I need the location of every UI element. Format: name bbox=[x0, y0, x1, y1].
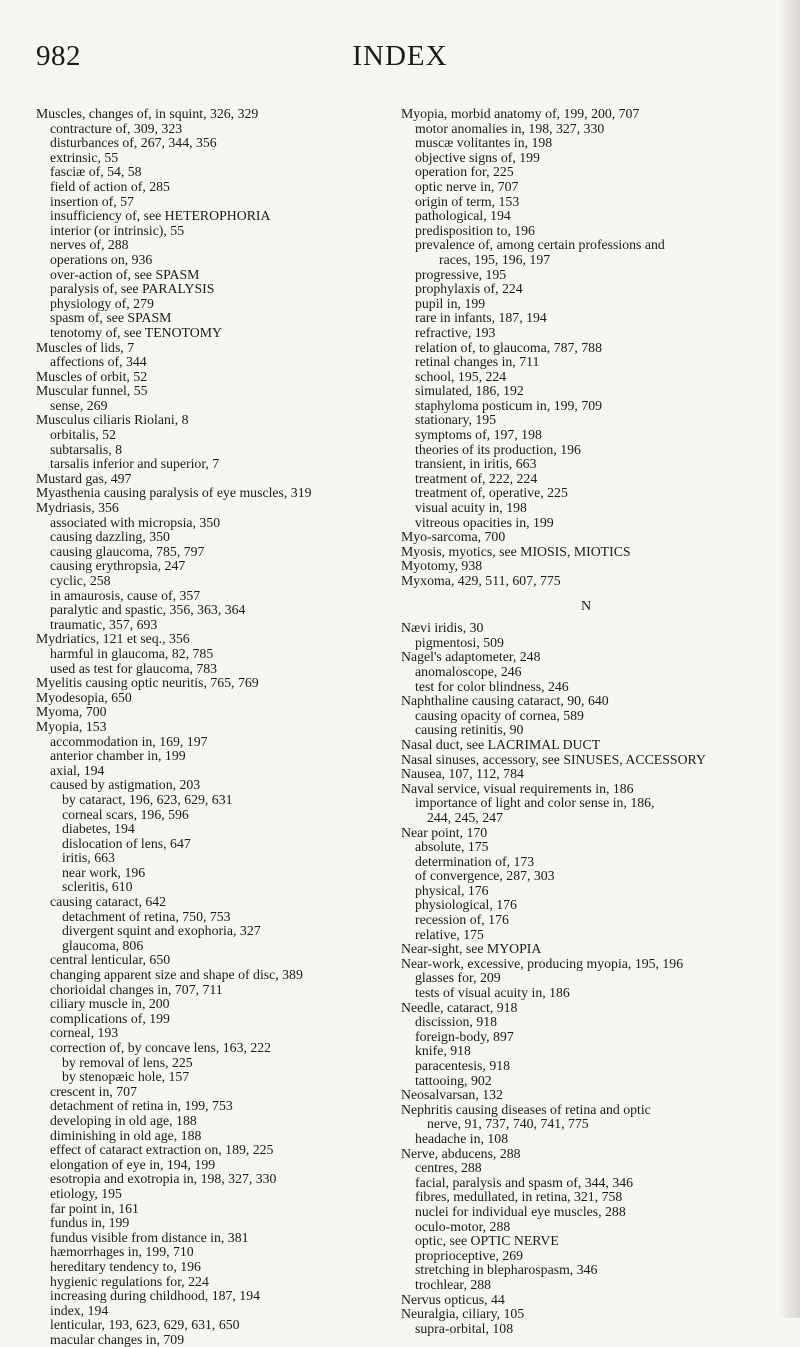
index-entry: causing glaucoma, 785, 797 bbox=[50, 543, 205, 559]
page-title: INDEX bbox=[352, 40, 448, 72]
index-entry: Myodesopia, 650 bbox=[36, 689, 132, 705]
index-entry: Nagel's adaptometer, 248 bbox=[401, 649, 541, 665]
index-entry: paralysis of, see PARALYSIS bbox=[50, 281, 215, 297]
index-entry: Nævi iridis, 30 bbox=[401, 620, 484, 636]
index-entry: traumatic, 357, 693 bbox=[50, 616, 158, 632]
index-entry: effect of cataract extraction on, 189, 225 bbox=[50, 1142, 274, 1158]
index-entry: objective signs of, 199 bbox=[415, 149, 540, 165]
index-entry: causing erythropsia, 247 bbox=[50, 558, 186, 574]
index-entry: anomaloscope, 246 bbox=[415, 663, 522, 679]
index-entry: macular changes in, 709 bbox=[50, 1331, 185, 1347]
index-entry: theories of its production, 196 bbox=[415, 441, 581, 457]
index-entry: Myxoma, 429, 511, 607, 775 bbox=[401, 573, 561, 588]
index-entry: rare in infants, 187, 194 bbox=[415, 310, 547, 326]
index-entry: causing opacity of cornea, 589 bbox=[415, 707, 584, 723]
index-entry: physical, 176 bbox=[415, 882, 489, 898]
page-edge-shadow bbox=[778, 0, 800, 1318]
index-entry: Myo-sarcoma, 700 bbox=[401, 529, 506, 545]
index-entry: subtarsalis, 8 bbox=[50, 441, 123, 457]
index-entry: lenticular, 193, 623, 629, 631, 650 bbox=[50, 1317, 240, 1333]
index-entry: tattooing, 902 bbox=[415, 1072, 492, 1088]
index-entry: ciliary muscle in, 200 bbox=[50, 996, 170, 1012]
index-entry: glaucoma, 806 bbox=[62, 937, 144, 953]
index-entry: by stenopæic hole, 157 bbox=[62, 1069, 190, 1085]
index-entry: esotropia and exotropia in, 198, 327, 330 bbox=[50, 1171, 277, 1187]
index-entry: affections of, 344 bbox=[50, 354, 147, 370]
left-entries bbox=[36, 107, 398, 1347]
index-entry: tenotomy of, see TENOTOMY bbox=[50, 324, 222, 340]
index-entry: Nervus opticus, 44 bbox=[401, 1291, 505, 1307]
index-entry: races, 195, 196, 197 bbox=[439, 251, 551, 267]
right-entries-bottom bbox=[401, 621, 771, 1336]
index-entry: nuclei for individual eye muscles, 288 bbox=[415, 1203, 626, 1219]
index-entry: treatment of, operative, 225 bbox=[415, 485, 568, 501]
index-entry: Needle, cataract, 918 bbox=[401, 999, 518, 1015]
index-entry: Musculus ciliaris Riolani, 8 bbox=[36, 412, 189, 428]
index-entry: operations on, 936 bbox=[50, 251, 153, 267]
index-entry: Nerve, abducens, 288 bbox=[401, 1145, 521, 1161]
index-entry: test for color blindness, 246 bbox=[415, 678, 569, 694]
index-entry: headache in, 108 bbox=[415, 1130, 509, 1146]
index-entry: accommodation in, 169, 197 bbox=[50, 733, 208, 749]
index-entry: symptoms of, 197, 198 bbox=[415, 427, 542, 443]
index-entry: Myotomy, 938 bbox=[401, 558, 483, 574]
index-entry: optic, see OPTIC NERVE bbox=[415, 1233, 559, 1249]
index-entry: prevalence of, among certain professions and bbox=[415, 237, 665, 253]
index-entry: oculo-motor, 288 bbox=[415, 1218, 511, 1234]
index-entry: Nasal duct, see LACRIMAL DUCT bbox=[401, 736, 601, 752]
index-entry: corneal, 193 bbox=[50, 1025, 119, 1041]
index-entry: correction of, by concave lens, 163, 222 bbox=[50, 1040, 272, 1055]
index-entry: physiological, 176 bbox=[415, 897, 517, 913]
index-entry: fibres, medullated, in retina, 321, 758 bbox=[415, 1189, 623, 1205]
index-entry: index, 194 bbox=[50, 1302, 109, 1318]
index-entry: insertion of, 57 bbox=[50, 193, 134, 209]
index-entry: causing dazzling, 350 bbox=[50, 529, 170, 545]
index-entry: proprioceptive, 269 bbox=[415, 1247, 524, 1263]
index-entry: Naphthaline causing cataract, 90, 640 bbox=[401, 693, 609, 709]
index-entry: interior (or intrinsic), 55 bbox=[50, 222, 185, 238]
index-entry: refractive, 193 bbox=[415, 324, 496, 340]
index-entry: motor anomalies in, 198, 327, 330 bbox=[415, 120, 605, 136]
index-entry: disturbances of, 267, 344, 356 bbox=[50, 135, 217, 151]
index-entry: knife, 918 bbox=[415, 1043, 471, 1059]
index-entry: muscæ volitantes in, 198 bbox=[415, 135, 553, 151]
index-entry: scleritis, 610 bbox=[62, 879, 133, 895]
index-entry: Mustard gas, 497 bbox=[36, 470, 132, 486]
right-entries-top bbox=[401, 107, 771, 589]
index-entry: treatment of, 222, 224 bbox=[415, 470, 538, 486]
index-entry: Myopia, morbid anatomy of, 199, 200, 707 bbox=[401, 106, 640, 121]
index-entry: iritis, 663 bbox=[62, 850, 115, 866]
index-entry: hygienic regulations for, 224 bbox=[50, 1273, 209, 1289]
index-entry: harmful in glaucoma, 82, 785 bbox=[50, 645, 214, 661]
index-entry: diabetes, 194 bbox=[62, 821, 135, 837]
index-entry: supra-orbital, 108 bbox=[415, 1320, 514, 1336]
index-entry: absolute, 175 bbox=[415, 839, 489, 855]
index-entry: facial, paralysis and spasm of, 344, 346 bbox=[415, 1174, 634, 1190]
index-entry: optic nerve in, 707 bbox=[415, 178, 519, 194]
index-entry: pathological, 194 bbox=[415, 208, 511, 224]
index-entry: hæmorrhages in, 199, 710 bbox=[50, 1244, 194, 1260]
right-index-column bbox=[401, 107, 771, 1336]
index-entry: operation for, 225 bbox=[415, 164, 514, 180]
index-entry: increasing during childhood, 187, 194 bbox=[50, 1288, 260, 1304]
index-entry: fundus visible from distance in, 381 bbox=[50, 1229, 249, 1245]
index-entry: Mydriasis, 356 bbox=[36, 500, 119, 516]
index-entry: sense, 269 bbox=[50, 397, 108, 413]
index-entry: Muscles of lids, 7 bbox=[36, 339, 135, 355]
index-entry: recession of, 176 bbox=[415, 912, 509, 928]
index-entry: Naval service, visual requirements in, 186 bbox=[401, 780, 634, 796]
index-entry: axial, 194 bbox=[50, 762, 105, 778]
index-entry: divergent squint and exophoria, 327 bbox=[62, 923, 261, 939]
index-entry: retinal changes in, 711 bbox=[415, 354, 540, 370]
index-entry: discission, 918 bbox=[415, 1014, 498, 1030]
index-entry: field of action of, 285 bbox=[50, 178, 170, 194]
index-entry: chorioidal changes in, 707, 711 bbox=[50, 981, 223, 997]
index-entry: paralytic and spastic, 356, 363, 364 bbox=[50, 602, 246, 618]
index-entry: pupil in, 199 bbox=[415, 295, 486, 311]
index-entry: Muscles of orbit, 52 bbox=[36, 368, 148, 384]
index-entry: predisposition to, 196 bbox=[415, 222, 535, 238]
index-entry: complications of, 199 bbox=[50, 1010, 170, 1026]
index-entry: Myelitis causing optic neuritis, 765, 769 bbox=[36, 675, 259, 691]
index-entry: orbitalis, 52 bbox=[50, 427, 116, 443]
index-entry: Myopia, 153 bbox=[36, 718, 107, 734]
index-entry: tests of visual acuity in, 186 bbox=[415, 985, 570, 1001]
index-entry: Myasthenia causing paralysis of eye muscles, 319 bbox=[36, 485, 312, 501]
index-entry: stretching in blepharospasm, 346 bbox=[415, 1262, 598, 1278]
index-entry: paracentesis, 918 bbox=[415, 1058, 511, 1073]
index-entry: corneal scars, 196, 596 bbox=[62, 806, 189, 822]
index-entry: nerve, 91, 737, 740, 741, 775 bbox=[427, 1116, 589, 1132]
index-entry: anterior chamber in, 199 bbox=[50, 748, 186, 764]
index-entry: cyclic, 258 bbox=[50, 573, 111, 588]
index-entry: Nausea, 107, 112, 784 bbox=[401, 766, 524, 782]
index-entry: far point in, 161 bbox=[50, 1200, 139, 1216]
index-entry: foreign-body, 897 bbox=[415, 1028, 514, 1044]
index-entry: detachment of retina in, 199, 753 bbox=[50, 1098, 233, 1114]
index-entry: Myosis, myotics, see MIOSIS, MIOTICS bbox=[401, 543, 631, 559]
index-entry: changing apparent size and shape of disc, 389 bbox=[50, 967, 303, 983]
index-entry: over-action of, see SPASM bbox=[50, 266, 200, 282]
index-entry: progressive, 195 bbox=[415, 266, 507, 282]
index-entry: vitreous opacities in, 199 bbox=[415, 514, 554, 530]
index-entry: developing in old age, 188 bbox=[50, 1112, 197, 1128]
index-entry: physiology of, 279 bbox=[50, 295, 154, 311]
index-entry: stationary, 195 bbox=[415, 412, 497, 428]
index-entry: hereditary tendency to, 196 bbox=[50, 1258, 201, 1274]
index-entry: associated with micropsia, 350 bbox=[50, 514, 221, 530]
index-entry: Nephritis causing diseases of retina and optic bbox=[401, 1101, 651, 1117]
index-entry: visual acuity in, 198 bbox=[415, 500, 527, 516]
index-entry: by cataract, 196, 623, 629, 631 bbox=[62, 791, 233, 807]
index-entry: fasciæ of, 54, 58 bbox=[50, 164, 142, 180]
index-entry: Nasal sinuses, accessory, see SINUSES, ACCESSORY bbox=[401, 751, 706, 767]
index-entry: Near-sight, see MYOPIA bbox=[401, 941, 542, 957]
index-entry: central lenticular, 650 bbox=[50, 952, 171, 968]
index-entry: causing retinitis, 90 bbox=[415, 722, 524, 738]
index-entry: of convergence, 287, 303 bbox=[415, 868, 555, 884]
index-entry: relative, 175 bbox=[415, 926, 484, 942]
page-number: 982 bbox=[36, 40, 81, 72]
index-entry: centres, 288 bbox=[415, 1160, 482, 1176]
index-entry: causing cataract, 642 bbox=[50, 894, 167, 910]
index-entry: elongation of eye in, 194, 199 bbox=[50, 1156, 216, 1172]
index-entry: prophylaxis of, 224 bbox=[415, 281, 523, 297]
index-entry: origin of term, 153 bbox=[415, 193, 520, 209]
index-entry: tarsalis inferior and superior, 7 bbox=[50, 456, 220, 472]
index-entry: detachment of retina, 750, 753 bbox=[62, 908, 231, 924]
index-entry: Near point, 170 bbox=[401, 824, 488, 840]
index-entry: Mydriatics, 121 et seq., 356 bbox=[36, 631, 190, 647]
index-entry: relation of, to glaucoma, 787, 788 bbox=[415, 339, 602, 355]
index-entry: by removal of lens, 225 bbox=[62, 1054, 193, 1070]
section-letter-n: N bbox=[580, 598, 592, 614]
index-entry: staphyloma posticum in, 199, 709 bbox=[415, 397, 603, 413]
index-entry: in amaurosis, cause of, 357 bbox=[50, 587, 201, 603]
index-entry: contracture of, 309, 323 bbox=[50, 120, 183, 136]
index-entry: diminishing in old age, 188 bbox=[50, 1127, 202, 1143]
index-entry: Myoma, 700 bbox=[36, 704, 107, 720]
index-entry: Neuralgia, ciliary, 105 bbox=[401, 1306, 525, 1322]
index-entry: simulated, 186, 192 bbox=[415, 383, 524, 399]
index-entry: glasses for, 209 bbox=[415, 970, 501, 986]
index-entry: fundus in, 199 bbox=[50, 1215, 130, 1231]
index-entry: spasm of, see SPASM bbox=[50, 310, 172, 326]
index-entry: crescent in, 707 bbox=[50, 1083, 137, 1099]
index-entry: extrinsic, 55 bbox=[50, 149, 119, 165]
left-index-column bbox=[36, 107, 398, 1347]
index-entry: transient, in iritis, 663 bbox=[415, 456, 537, 472]
index-entry: Neosalvarsan, 132 bbox=[401, 1087, 503, 1103]
index-entry: Muscular funnel, 55 bbox=[36, 383, 148, 399]
index-entry: Near-work, excessive, producing myopia, 195, 196 bbox=[401, 955, 684, 971]
index-entry: determination of, 173 bbox=[415, 853, 535, 869]
index-entry: near work, 196 bbox=[62, 864, 146, 880]
index-entry: pigmentosi, 509 bbox=[415, 634, 504, 650]
index-entry: school, 195, 224 bbox=[415, 368, 507, 384]
index-entry: insufficiency of, see HETEROPHORIA bbox=[50, 208, 271, 224]
index-entry: used as test for glaucoma, 783 bbox=[50, 660, 218, 676]
index-entry: Muscles, changes of, in squint, 326, 329 bbox=[36, 106, 259, 121]
index-entry: 244, 245, 247 bbox=[427, 809, 503, 825]
index-entry: trochlear, 288 bbox=[415, 1276, 492, 1292]
index-entry: importance of light and color sense in, 186, bbox=[415, 795, 655, 811]
index-entry: caused by astigmation, 203 bbox=[50, 777, 201, 793]
index-entry: nerves of, 288 bbox=[50, 237, 129, 253]
index-entry: etiology, 195 bbox=[50, 1185, 122, 1201]
index-entry: dislocation of lens, 647 bbox=[62, 835, 191, 851]
